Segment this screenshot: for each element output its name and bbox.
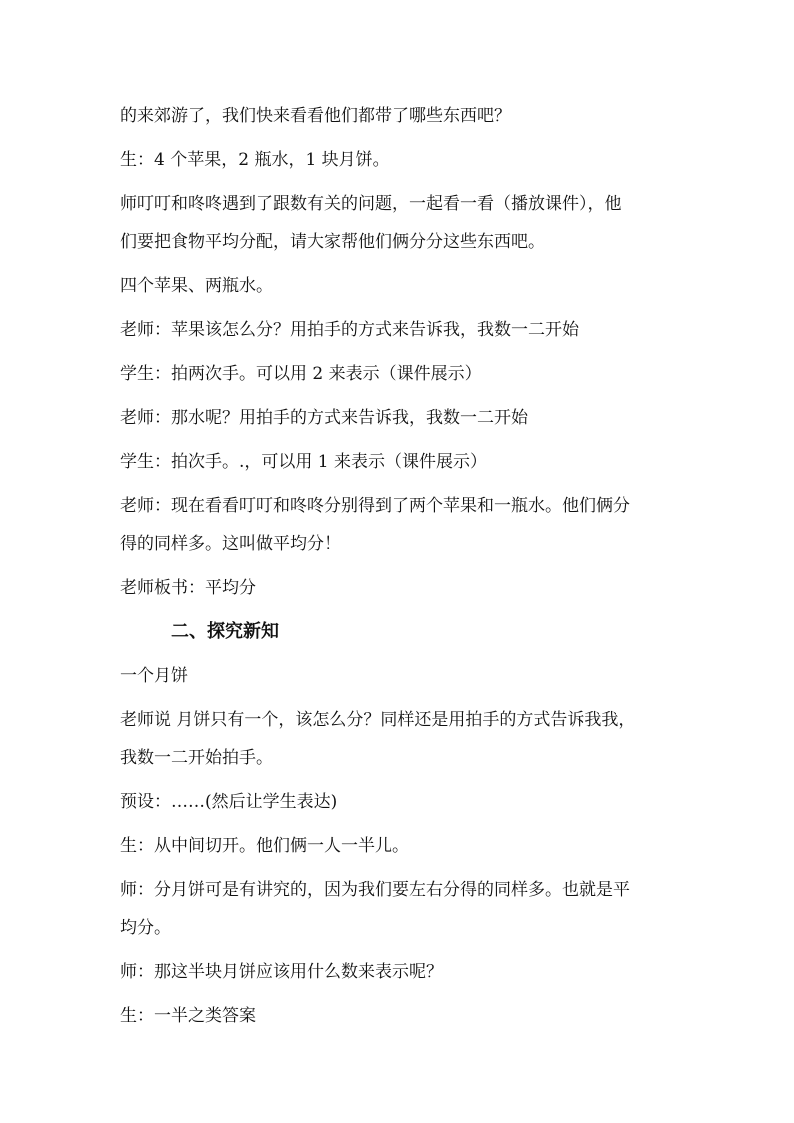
paragraph: 得的同样多。这叫做平均分！	[120, 534, 341, 554]
paragraph: 师叮叮和咚咚遇到了跟数有关的问题，一起看一看（播放课件），他	[120, 194, 622, 214]
paragraph: 预设：……(然后让学生表达)	[120, 792, 338, 812]
paragraph: 老师：那水呢？用拍手的方式来告诉我，我数一二开始	[120, 408, 528, 428]
paragraph: 生：4 个苹果，2 瓶水，1 块月饼。	[120, 150, 390, 170]
paragraph: 四个苹果、两瓶水。	[120, 276, 273, 296]
paragraph: 们要把食物平均分配，请大家帮他们俩分分这些东西吧。	[120, 232, 545, 252]
paragraph: 老师板书：平均分	[120, 578, 256, 598]
paragraph: 一个月饼	[120, 666, 188, 686]
paragraph: 师：那这半块月饼应该用什么数来表示呢？	[120, 962, 443, 982]
paragraph: 老师：苹果该怎么分？用拍手的方式来告诉我，我数一二开始	[120, 320, 579, 340]
paragraph: 生：从中间切开。他们俩一人一半儿。	[120, 836, 409, 856]
paragraph: 我数一二开始拍手。	[120, 748, 273, 768]
paragraph: 学生：拍两次手。可以用 2 来表示（课件展示）	[120, 364, 482, 384]
paragraph: 老师：现在看看叮叮和咚咚分别得到了两个苹果和一瓶水。他们俩分	[120, 496, 630, 516]
paragraph: 的来郊游了，我们快来看看他们都带了哪些东西吧？	[120, 106, 511, 126]
document-body	[120, 97, 680, 1035]
paragraph: 均分。	[120, 918, 171, 938]
paragraph: 师：分月饼可是有讲究的，因为我们要左右分得的同样多。也就是平	[120, 880, 630, 900]
section-heading: 二、探究新知	[171, 621, 279, 642]
paragraph: 学生：拍次手。.，可以用 1 来表示（课件展示）	[120, 452, 488, 472]
paragraph: 老师说 月饼只有一个，该怎么分？同样还是用拍手的方式告诉我我，	[120, 710, 636, 730]
paragraph: 生：一半之类答案	[120, 1006, 256, 1026]
